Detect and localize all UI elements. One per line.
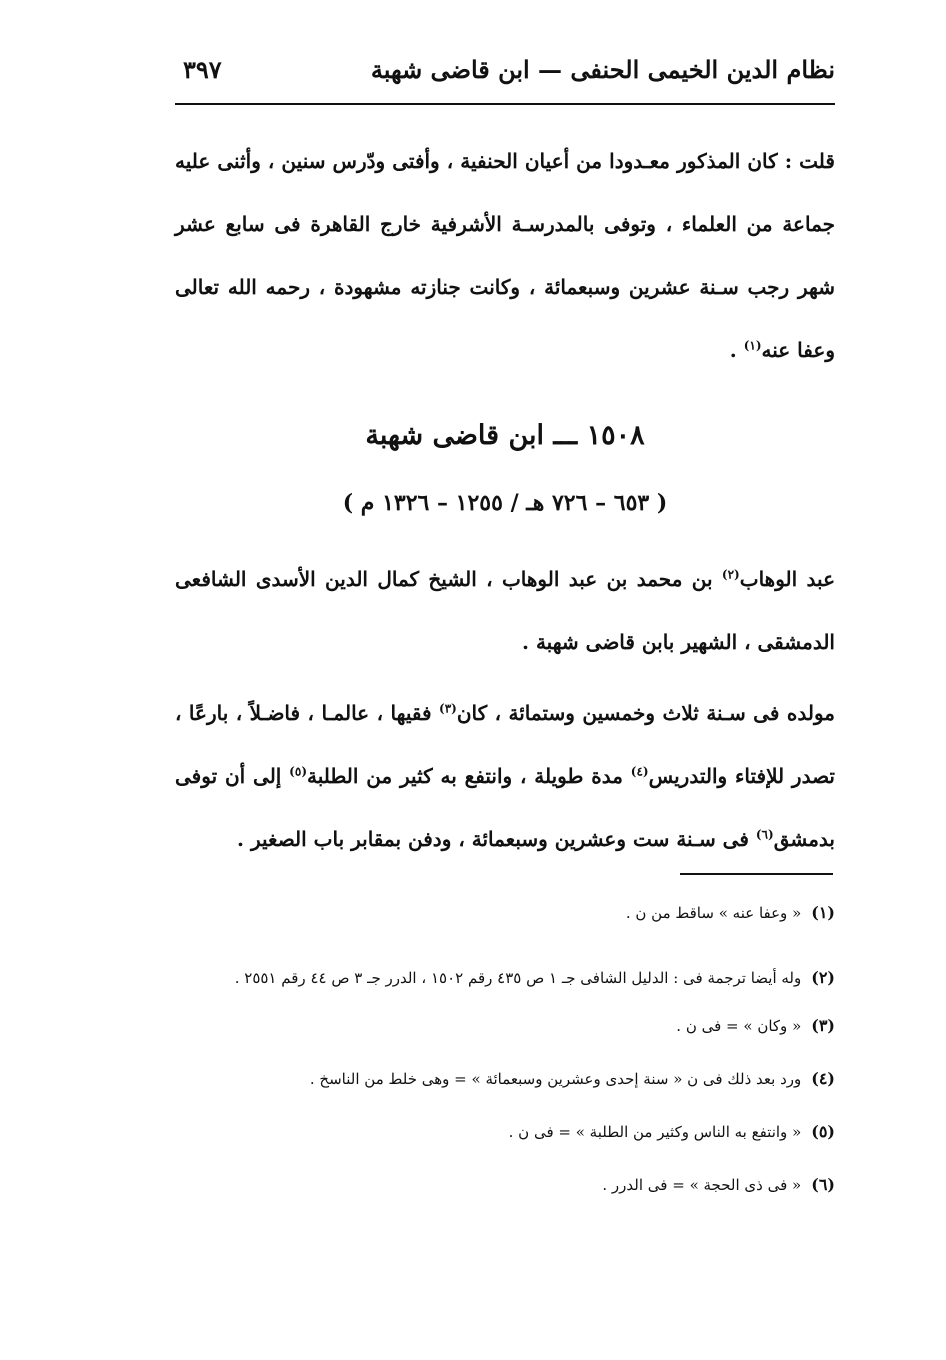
bio-name: عبد الوهاب xyxy=(739,567,836,591)
bio-lineage: بن محمد بن عبد الوهاب ، الشيخ كمال الدين الأسدى الشافعى الدمشقى ، الشهير بابن قاضى شهبة . xyxy=(175,567,835,654)
footnote-text: « فى ذى الحجة » = فى الدرر . xyxy=(602,1176,802,1194)
footnote-ref-2: (٢) xyxy=(721,567,740,582)
footnote-item xyxy=(175,1119,835,1145)
footnote-text: ورد بعد ذلك فى ن « سنة إحدى وعشرين وسبعمائة » = وهى خلط من الناسخ . xyxy=(309,1070,802,1088)
footnote-number: (٤) xyxy=(811,1069,835,1088)
footnote-ref-3: (٣) xyxy=(439,701,457,716)
footnote-divider xyxy=(680,873,833,875)
footnote-text: « وعفا عنه » ساقط من ن . xyxy=(625,904,802,922)
footnote-ref-1: (١) xyxy=(743,338,762,353)
footnote-text: « وكان » = فى ن . xyxy=(676,1017,802,1035)
footnote-ref-6: (٦) xyxy=(755,827,774,842)
footnote-number: (٢) xyxy=(811,968,835,987)
footnotes-list xyxy=(175,900,835,1225)
footnote-number: (١) xyxy=(811,903,835,922)
entry-dates: ( ٦٥٣ – ٧٢٦ هـ / ١٢٥٥ – ١٣٢٦ م ) xyxy=(342,490,668,516)
footnote-item xyxy=(175,900,835,926)
intro-end: . xyxy=(729,338,744,362)
bio-burial: فى سـنة ست وعشرين وسبعمائة ، ودفن بمقابر باب الصغير . xyxy=(237,827,756,851)
footnote-item xyxy=(175,1013,835,1039)
footnote-item xyxy=(175,953,835,1003)
footnote-number: (٦) xyxy=(811,1175,835,1194)
footnote-item xyxy=(175,1066,835,1092)
bio-paragraph-1 xyxy=(175,548,835,674)
footnote-number: (٣) xyxy=(811,1016,835,1035)
footnote-ref-4: (٤) xyxy=(630,764,649,779)
footnote-number: (٥) xyxy=(811,1122,835,1141)
page-number: ٣٩٧ xyxy=(183,55,222,84)
bio-death: إلى أن توفى بدمشق xyxy=(175,764,835,851)
bio-birth: مولده فى سـنة ثلاث وخمسين وستمائة ، كان xyxy=(456,701,835,725)
intro-text: قلت : كان المذكور معـدودا من أعيان الحنفية ، وأفتى ودّرس سنين ، وأثنى عليه جماعة من العلماء ، وتوفى بالمدرسـة الأشرفية خارج القاهرة فى سابع عشر شهر رجب سـنة عشرين وسبعمائة ، وكانت جنازته مشهودة ، رحمه الله تعالى وعفا عنه xyxy=(175,149,835,362)
bio-qualities: فقيها ، عالمـا ، فاضـلاً ، بارعًا ، تصدر للإفتاء والتدريس xyxy=(175,701,835,788)
entry-title: ١٥٠٨ ـــ ابن قاضى شهبة xyxy=(365,420,645,451)
bio-teaching: مدة طويلة ، وانتفع به كثير من الطلبة xyxy=(307,764,631,788)
footnote-text: « وانتفع به الناس وكثير من الطلبة » = فى ن . xyxy=(508,1123,802,1141)
running-title: نظام الدين الخيمى الحنفى — ابن قاضى شهبة xyxy=(370,55,835,84)
intro-paragraph xyxy=(175,130,835,382)
header-divider xyxy=(175,103,835,105)
running-header xyxy=(175,55,835,95)
footnote-item xyxy=(175,1172,835,1198)
footnote-text: وله أيضا ترجمة فى : الدليل الشافى جـ ١ ص ٤٣٥ رقم ١٥٠٢ ، الدرر جـ ٣ ص ٤٤ رقم ٢٥٥١ . xyxy=(234,969,802,987)
footnote-ref-5: (٥) xyxy=(289,764,307,779)
bio-paragraph-2 xyxy=(175,682,835,871)
